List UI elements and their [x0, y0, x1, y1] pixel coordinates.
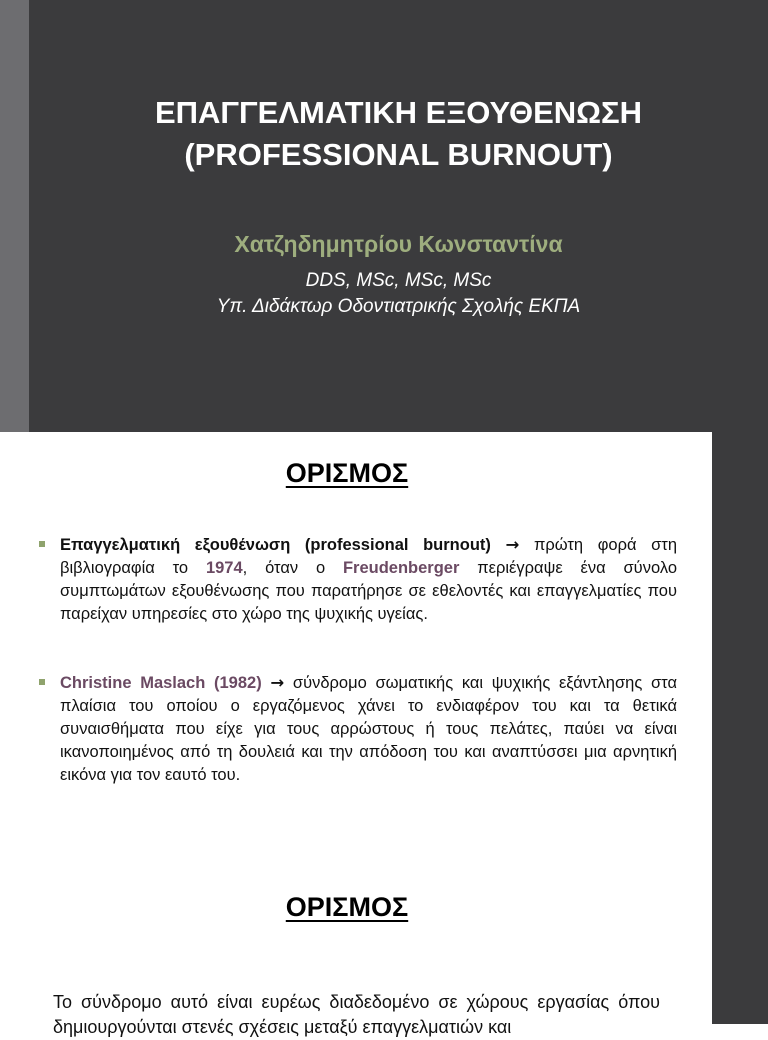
presentation-title — [29, 92, 768, 176]
definition-slide-2 — [0, 866, 768, 1037]
definition-slide-accent-bar — [712, 432, 768, 866]
title-line-english: (PROFESSIONAL BURNOUT) — [184, 137, 613, 172]
title-slide-accent-bar — [0, 0, 29, 432]
bullet-maslach — [60, 671, 677, 787]
title-line-greek: ΕΠΑΓΓΕΛΜΑΤΙΚΗ ΕΞΟΥΘΕΝΩΣΗ — [154, 95, 643, 130]
highlight-name: Freudenberger — [342, 559, 460, 577]
author-name: Χατζηδημητρίου Κωνσταντίνα — [234, 231, 563, 257]
slide-heading: ΟΡΙΣΜΟΣ — [285, 892, 409, 922]
highlight-name: Christine Maslach (1982) — [60, 674, 262, 692]
bullet-text: πρώτη φορά στη βιβλιογραφία το — [60, 536, 677, 577]
bullet-text: σύνδρομο σωματικής και ψυχικής εξάντλησης στα πλαίσια του οποίου ο εργαζόμενος χάνει το ενδιαφέρον του και τα θετικά συναισθήματα που είχε για τους αρρώστους ή τους πελάτες, παύει να είναι ικανοποιημένος από τη δουλειά και την απόδοση του και αναπτύσσει μια αρνητική εικόνα για τον εαυτό του. — [60, 674, 677, 784]
author-affiliation: Υπ. Διδάκτωρ Οδοντιατρικής Σχολής ΕΚΠΑ — [216, 296, 581, 317]
bullet-text: , όταν ο — [242, 559, 343, 577]
title-slide — [0, 0, 768, 432]
highlight-year: 1974 — [205, 559, 243, 577]
slide-body-text: Το σύνδρομο αυτό είναι ευρέως διαδεδομένο σε χώρους εργασίας όπου δημιουργούνται στενές σχέσεις μεταξύ επαγγελματιών και — [53, 992, 660, 1037]
author-details — [29, 268, 768, 320]
author-credentials: DDS, MSc, MSc, MSc — [305, 270, 492, 291]
slide-heading: ΟΡΙΣΜΟΣ — [285, 458, 409, 488]
bullet-freudenberger — [60, 533, 677, 626]
bullet-square-icon — [39, 679, 45, 685]
right-arrow-icon: → — [505, 535, 520, 554]
bullet-term: Επαγγελματική εξουθένωση (professional burnout) — [60, 536, 491, 554]
bullet-text: περιέγραψε ένα σύνολο συμπτωμάτων εξουθένωσης που παρατήρησε σε εθελοντές και επαγγελματίες που παρείχαν υπηρεσίες στο χώρο της ψυχικής υγείας. — [60, 559, 677, 623]
right-arrow-icon: → — [270, 673, 285, 692]
definition-slide — [0, 432, 768, 866]
definition-slide-2-accent-bar — [712, 866, 768, 1024]
bullet-square-icon — [39, 541, 45, 547]
